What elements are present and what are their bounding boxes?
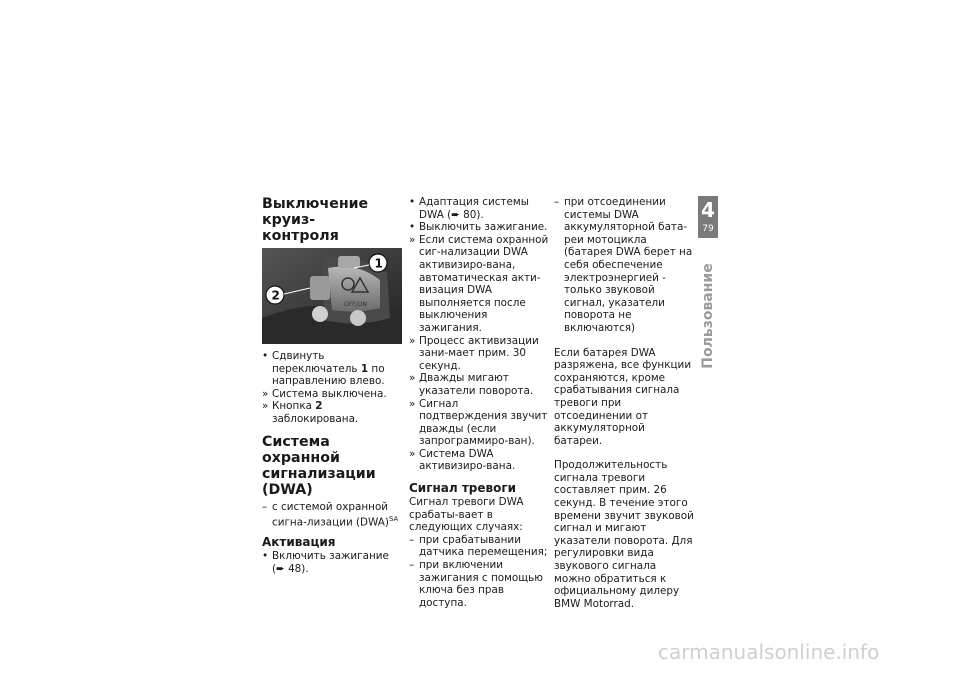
cruise-slide-switch (310, 276, 330, 300)
list-item: • Сдвинуть переключатель 1 по направлению влево. (262, 350, 385, 388)
column-right (554, 196, 696, 622)
list-item: – при срабатывании датчика перемещения; (409, 533, 548, 559)
paragraph-duration: Продолжительность сигнала тревоги составляет прим. 26 секунд. В течение этого времени звучит звуковой сигнал и мигают указатели поворота. Для регулировки вида звукового сигнала можно обратиться к официальному дилеру BMW Motorrad. (554, 459, 694, 610)
list-item: – при отсоединении системы DWA аккумуляторной бата-реи мотоцикла (батарея DWA берет на себя обеспечение электроэнергией - только звуковой сигнал, указатели поворота не включаются) (554, 196, 693, 334)
start-button (312, 306, 328, 322)
list-item: » Система DWA активизиро-вана. (409, 447, 516, 473)
column-middle (409, 196, 549, 609)
list-item: » Сигнал подтверждения звучит дважды (если запрограммиро-ван). (409, 397, 548, 448)
chapter-number: 4 (701, 198, 715, 222)
list-item: – при включении зажигания с помощью ключа без прав доступа. (409, 559, 543, 609)
watermark: carmanualsonline.info (658, 640, 880, 664)
column-left (262, 196, 402, 575)
list-item: » Кнопка 2 заблокирована. (262, 400, 359, 425)
list-item: • Выключить зажигание. (409, 221, 548, 234)
handlebar-switch-photo (262, 248, 402, 344)
paragraph-battery: Если батарея DWA разряжена, все функции сохраняются, кроме срабатывания сигнала тревоги при отсоединении от аккумуляторной батареи. (554, 346, 692, 447)
svg-text:OFF/ON: OFF/ON (344, 301, 367, 308)
heading-cruise-off: Выключение круиз- контроля (262, 196, 369, 244)
list-item: – с системой охранной сигна-лизации (DWA)$^{SA}$ (262, 500, 399, 529)
list-item: » Если система охранной сиг-нализации DWA активизиро-вана, автоматическая акти-визация DWA выполняется после выключения зажигания. (409, 233, 549, 334)
hazard-button (350, 310, 366, 326)
heading-alarm: Сигнал тревоги (409, 481, 517, 496)
heading-activation: Активация (262, 535, 336, 550)
list-item: » Процесс активизации зани-мает прим. 30 секунд. (409, 334, 539, 372)
list-item: • Включить зажигание (➨ 48). (262, 550, 389, 575)
cruise-button (338, 256, 360, 268)
heading-dwa: Система охранной сигнализации (DWA) (262, 433, 376, 498)
handlebar-switch-illustration (262, 248, 402, 344)
alarm-intro: Сигнал тревоги DWA срабаты-вает в следующих случаях: (409, 496, 524, 534)
page-number: 79 (702, 224, 714, 234)
chapter-side-tab (698, 196, 718, 386)
svg-text:1: 1 (374, 256, 383, 271)
svg-text:2: 2 (271, 288, 280, 303)
list-item: » Система выключена. (262, 387, 387, 400)
list-item: • Адаптация системы DWA (➨ 80). (409, 196, 529, 221)
list-item: » Дважды мигают указатели поворота. (409, 372, 534, 397)
chapter-label: Пользование (700, 263, 716, 369)
